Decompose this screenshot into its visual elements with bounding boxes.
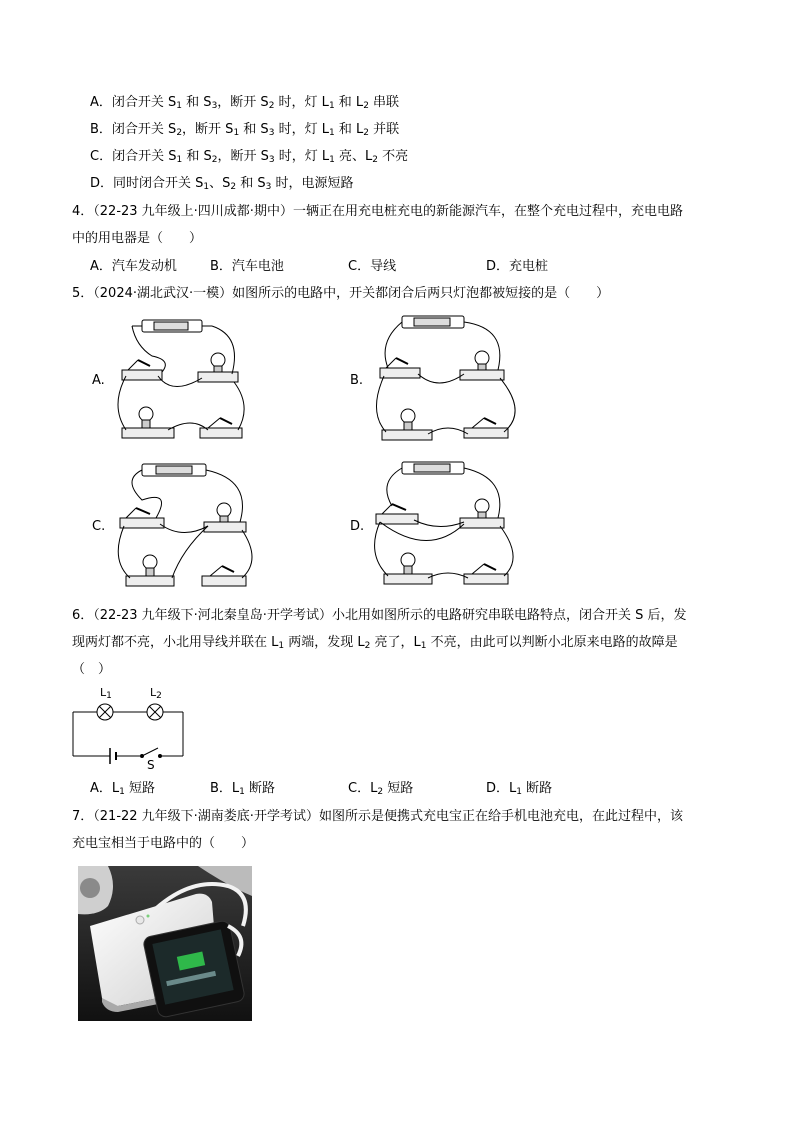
q4-question-line2: 中的用电器是（ ） xyxy=(72,231,203,246)
q3-option-a: A．闭合开关 $S_1$ 和 $S_3$，断开 $S_2$ 时，灯 $L_1$ 和 $L_2$ 串联 xyxy=(90,95,400,111)
q4-option-d: D．充电桩 xyxy=(486,259,549,274)
power-bank-charging-photo xyxy=(78,866,252,1021)
q5-label-a: A. xyxy=(92,373,105,388)
q6-diagram-l2-label: $L_2$ xyxy=(150,686,162,701)
q6-option-d: D．$L_1$ 断路 xyxy=(486,781,553,797)
q6-question-line3: （ ） xyxy=(72,662,112,677)
q5-label-b: B. xyxy=(350,373,364,388)
q4-option-b: B．汽车电池 xyxy=(210,259,284,274)
q3-option-c: C．闭合开关 $S_1$ 和 $S_2$，断开 $S_3$ 时，灯 $L_1$ 亮、$L_2$ 不亮 xyxy=(90,149,409,165)
circuit-diagram-a xyxy=(112,316,248,446)
circuit-diagram-c xyxy=(112,460,272,592)
q5-label-d: D. xyxy=(350,519,365,534)
q3-option-b: B．闭合开关 $S_2$，断开 $S_1$ 和 $S_3$ 时，灯 $L_1$ 和 $L_2$ 并联 xyxy=(90,122,400,138)
q7-question-line1: 7．（21-22 九年级下·湖南娄底·开学考试）如图所示是便携式充电宝正在给手机电池充电，在此过程中，该 xyxy=(72,809,683,824)
q6-option-a: A．$L_1$ 短路 xyxy=(90,781,156,797)
q6-circuit-diagram xyxy=(70,684,190,774)
q4-question-line1: 4．（22-23 九年级上·四川成都·期中）一辆正在用充电桩充电的新能源汽车，在整个充电过程中，充电电路 xyxy=(72,204,683,219)
circuit-diagram-b xyxy=(368,312,528,448)
q6-question-line2: 现两灯都不亮，小北用导线并联在 $L_1$ 两端，发现 $L_2$ 亮了，$L_1$ 不亮，由此可以判断小北原来电路的故障是 xyxy=(72,635,678,651)
q6-question-line1: 6．（22-23 九年级下·河北秦皇岛·开学考试）小北用如图所示的电路研究串联电路特点，闭合开关 S 后，发 xyxy=(72,608,687,623)
q5-question: 5．（2024·湖北武汉·一模）如图所示的电路中，开关都闭合后两只灯泡都被短接的是（ ） xyxy=(72,286,610,301)
q5-label-c: C. xyxy=(92,519,106,534)
q6-options xyxy=(90,780,610,798)
q6-diagram-switch-label: S xyxy=(147,758,155,772)
q6-option-b: B．$L_1$ 断路 xyxy=(210,781,276,797)
q4-options xyxy=(90,258,610,276)
q6-diagram-l1-label: $L_1$ xyxy=(100,686,112,701)
q4-option-a: A．汽车发动机 xyxy=(90,259,177,274)
q7-question-line2: 充电宝相当于电路中的（ ） xyxy=(72,836,255,851)
q4-option-c: C．导线 xyxy=(348,259,397,274)
q3-option-d: D．同时闭合开关 $S_1$、$S_2$ 和 $S_3$ 时，电源短路 xyxy=(90,176,354,192)
circuit-diagram-d xyxy=(368,458,528,592)
q6-option-c: C．$L_2$ 短路 xyxy=(348,781,414,797)
